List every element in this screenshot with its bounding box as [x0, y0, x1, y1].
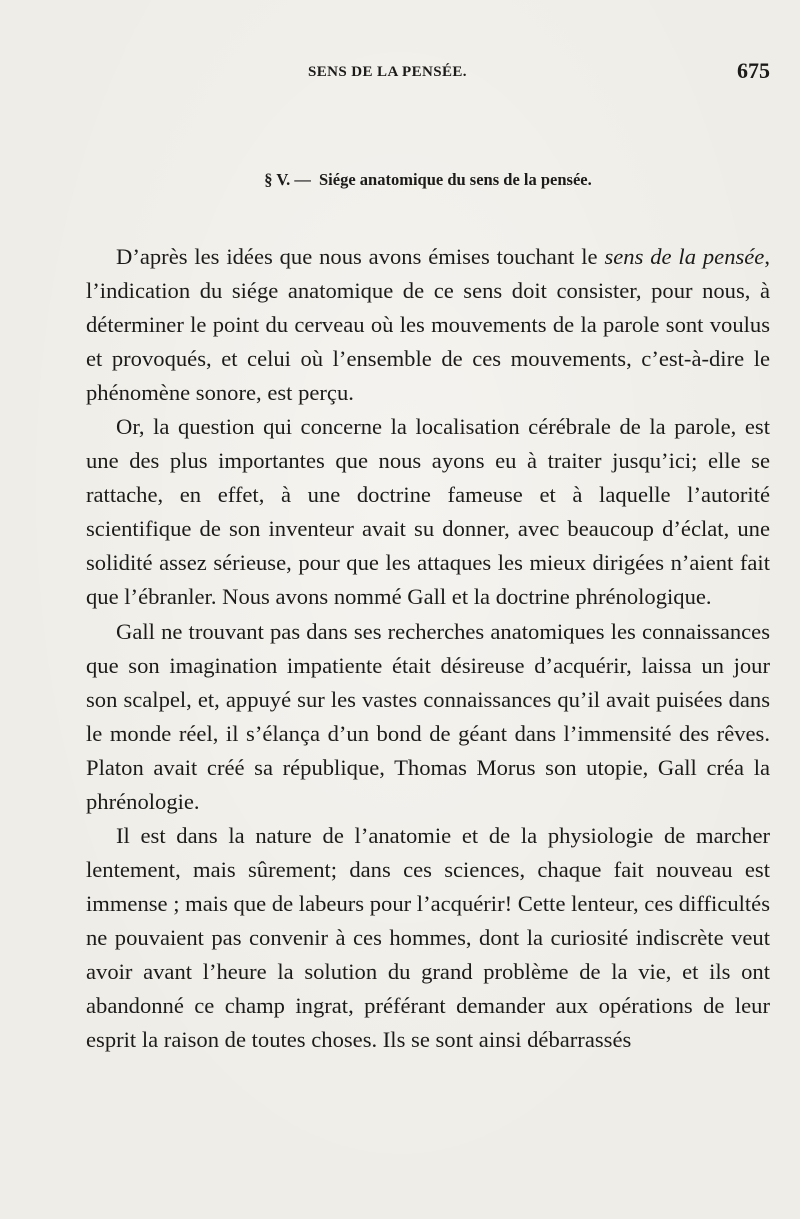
page-number: 675 [737, 58, 770, 83]
paragraph-text: D’après les idées que nous avons émises touchant le [116, 244, 605, 269]
paragraph-text: Il est dans la nature de l’anatomie et de la physiologie de marcher lentement, mais sûrement; dans ces sciences, chaque fait nouveau est immense ; mais que de labeurs pour l’acquérir! Cette lenteur, ces difficultés ne pouvaient pas convenir à ces hommes, dont la curiosité indiscrète veut avoir avant l’heure la solution du grand problème de la vie, et ils ont abandonné ce champ ingrat, préférant demander aux opérations de leur esprit la raison de toutes choses. Ils se sont ainsi débarrassés [86, 822, 770, 1053]
running-title: SENS DE LA PENSÉE. [308, 64, 467, 80]
section-title: Siége anatomique du sens de la pensée. [319, 170, 592, 189]
paragraph [86, 615, 770, 819]
italic-term: sens de la pensée [604, 244, 765, 269]
paragraph [86, 410, 770, 614]
paragraph [86, 240, 770, 410]
paragraph-text: , l’indication du siége anatomique de ce sens doit consister, pour nous, à déterminer le point du cerveau où les mouvements de la parole sont voulus et provoqués, et celui où l’ensemble de ces mouvements, c’est-à-dire le phénomène sonore, est perçu. [86, 244, 770, 406]
section-mark: § V. — [264, 170, 311, 189]
paragraph [86, 819, 770, 1057]
body-text [86, 240, 770, 1057]
section-heading [86, 170, 770, 190]
running-head [86, 58, 770, 88]
paragraph-text: Or, la question qui concerne la localisation cérébrale de la parole, est une des plus importantes que nous ayons eu à traiter jusqu’ici; elle se rattache, en effet, à une doctrine fameuse et à laquelle l’autorité scientifique de son inventeur avait su donner, avec beaucoup d’éclat, une solidité assez sérieuse, pour que les attaques les mieux dirigées n’aient fait que l’ébranler. Nous avons nommé Gall et la doctrine phrénologique. [86, 414, 770, 610]
paragraph-text: Gall ne trouvant pas dans ses recherches anatomiques les connaissances que son imagination impatiente était désireuse d’acquérir, laissa un jour son scalpel, et, appuyé sur les vastes connaissances qu’il avait puisées dans le monde réel, il s’élança d’un bond de géant dans l’immensité des rêves. Platon avait créé sa république, Thomas Morus son utopie, Gall créa la phrénologie. [86, 618, 770, 814]
